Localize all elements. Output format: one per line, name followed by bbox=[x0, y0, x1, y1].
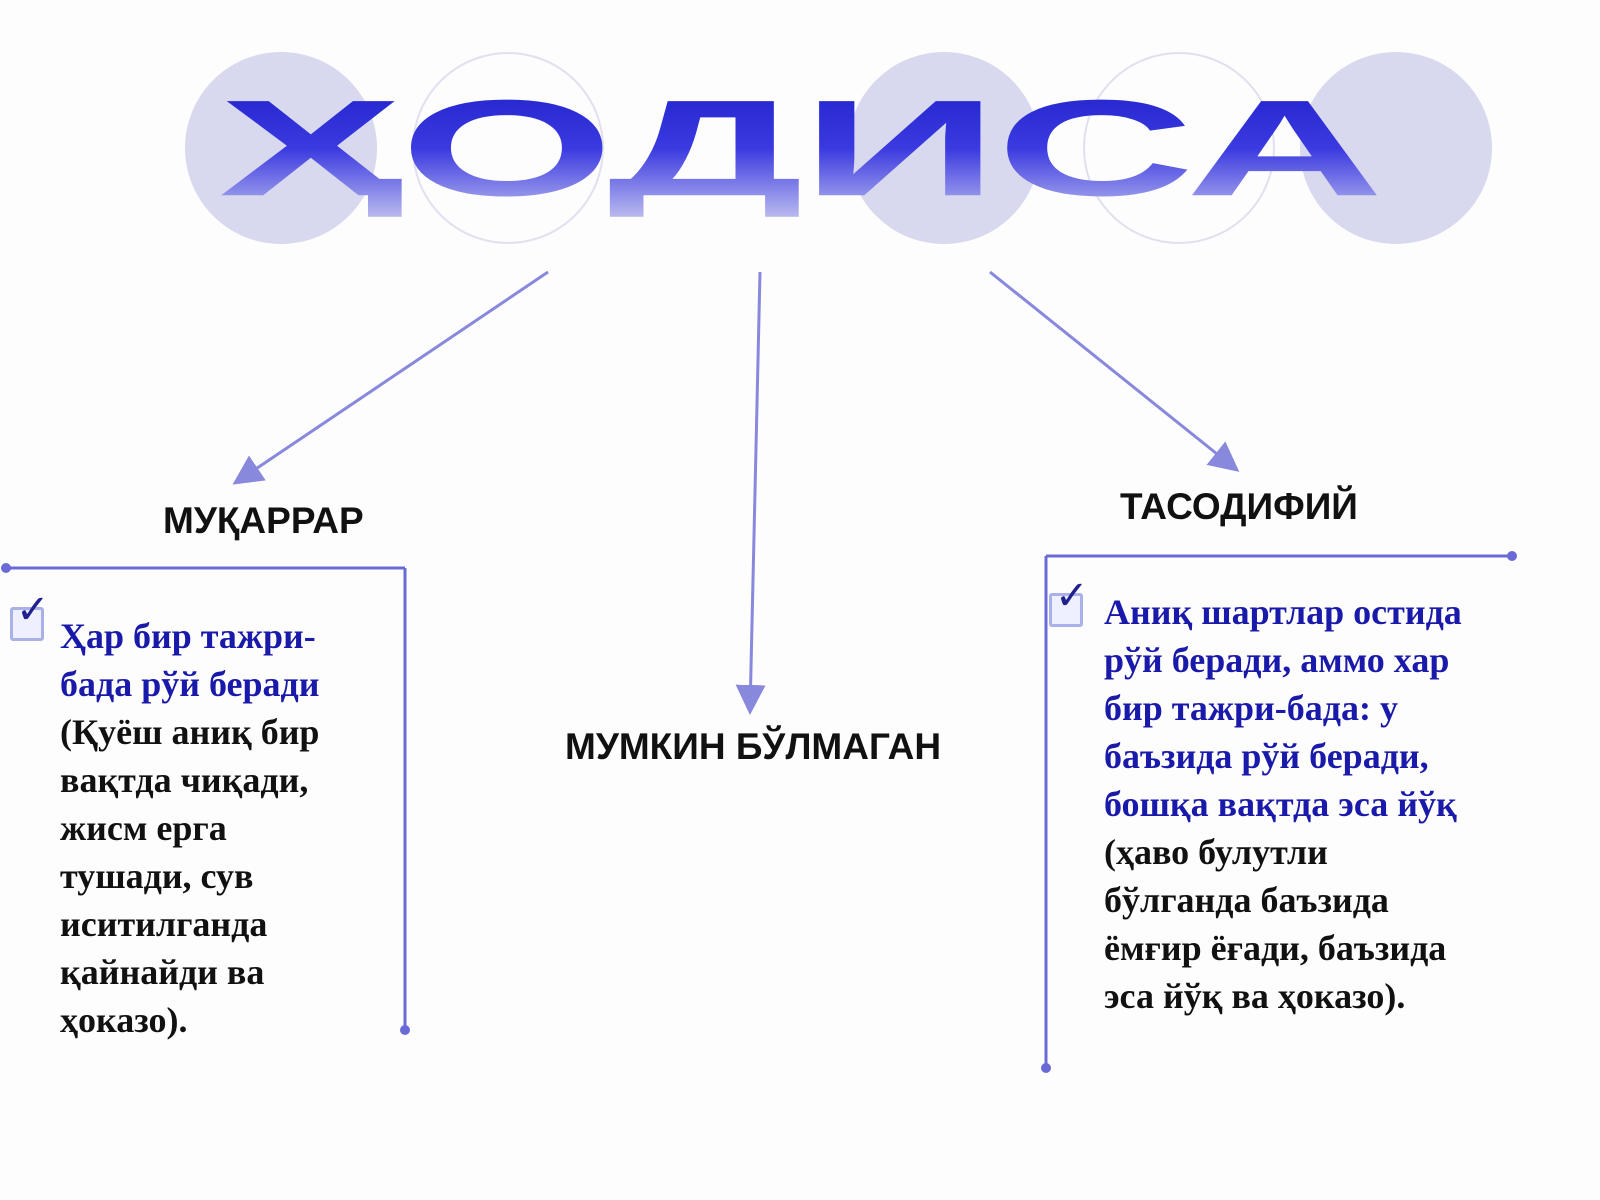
category-label-impossible: МУМКИН БЎЛМАГАН bbox=[565, 726, 942, 767]
right-frame-dot-end bbox=[1041, 1063, 1051, 1073]
left-black-line: жисм ерга bbox=[60, 808, 227, 848]
right-black-line: ёмғир ёғади, баъзида bbox=[1104, 928, 1447, 968]
left-black-line: ҳоказо). bbox=[60, 1000, 188, 1040]
category-label-random: ТАСОДИФИЙ bbox=[1120, 486, 1358, 527]
arrow-to-right bbox=[990, 272, 1237, 470]
left-check-icon: ✓ bbox=[16, 587, 50, 633]
left-black-line: (Қуёш аниқ бир bbox=[60, 712, 320, 752]
right-check-icon: ✓ bbox=[1055, 573, 1089, 619]
left-black-line: вақтда чиқади, bbox=[60, 760, 309, 800]
right-blue-line: бошқа вақтда эса йўқ bbox=[1104, 784, 1457, 824]
right-blue-line: Аниқ шартлар остида bbox=[1104, 592, 1462, 632]
left-blue-line: Ҳар бир тажри- bbox=[60, 616, 316, 656]
diagram-title: ҲОДИСА bbox=[0, 80, 1600, 217]
arrow-to-left bbox=[235, 272, 548, 483]
right-blue-line: баъзида рўй беради, bbox=[1104, 736, 1429, 776]
left-frame-dot-start bbox=[1, 563, 11, 573]
arrow-to-center bbox=[750, 272, 760, 712]
right-blue-line: рўй беради, аммо хар bbox=[1104, 640, 1450, 680]
left-black-line: қайнайди ва bbox=[60, 952, 265, 992]
right-black-line: бўлганда баъзида bbox=[1104, 880, 1389, 920]
right-blue-line: бир тажри-бада: у bbox=[1104, 688, 1398, 728]
right-description bbox=[1104, 588, 1584, 1020]
right-black-line: (ҳаво булутли bbox=[1104, 832, 1328, 872]
right-black-line: эса йўқ ва ҳоказо). bbox=[1104, 976, 1406, 1016]
right-frame-dot-start bbox=[1507, 551, 1517, 561]
left-frame-dot-end bbox=[400, 1025, 410, 1035]
left-description bbox=[60, 612, 390, 1044]
category-label-certain: МУҚАРРАР bbox=[163, 500, 364, 541]
left-black-line: иситилганда bbox=[60, 904, 268, 944]
left-black-line: тушади, сув bbox=[60, 856, 254, 896]
left-blue-line: бада рўй беради bbox=[60, 664, 320, 704]
